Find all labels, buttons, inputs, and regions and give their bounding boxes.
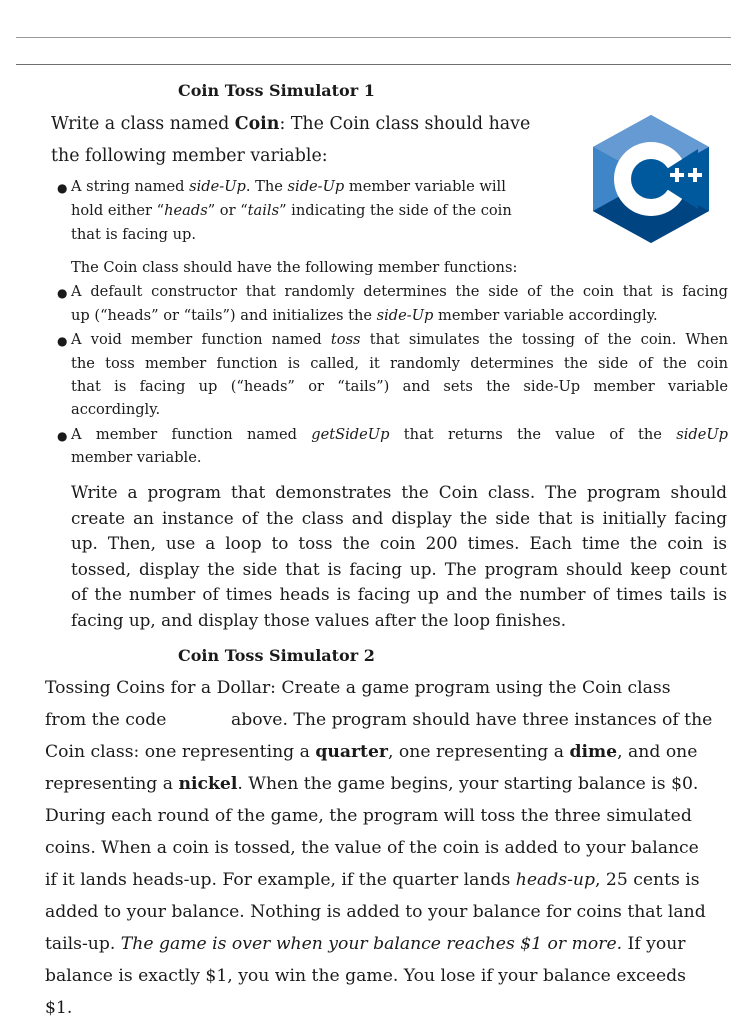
bold-quarter: quarter (315, 742, 388, 762)
func3-line-2: member variable. (71, 449, 202, 466)
game-line-1: Tossing Coins for a Dollar: Create a game program using the Coin class (45, 678, 671, 698)
game-line-11: $1. (45, 998, 73, 1018)
text: , one representing a (387, 742, 570, 762)
text: , and one (617, 742, 698, 762)
game-line-2 (45, 704, 166, 736)
game-line-9 (45, 928, 686, 960)
bullet-dot: ● (57, 429, 68, 443)
intro-line-2: the following member variable: (51, 146, 328, 166)
text: If your (622, 934, 686, 954)
text: ” or “ (207, 202, 248, 219)
text-italic: getSideUp (311, 426, 390, 443)
text: tails-up. (45, 934, 121, 954)
text: A void member function named (71, 331, 331, 348)
text: . When the game begins, your starting balance is $0. (237, 774, 699, 794)
text: . The (245, 178, 288, 195)
program-line-4: tossed, display the side that is facing up. The program should keep count (71, 559, 727, 579)
functions-intro: The Coin class should have the following member functions: (71, 259, 518, 276)
var-bullet-line-1 (71, 175, 506, 199)
func2-line-4: accordingly. (71, 401, 161, 418)
text: member variable accordingly. (433, 307, 658, 324)
game-line-7 (45, 864, 700, 896)
intro-text: Write a class named (51, 114, 235, 134)
text: Coin class: one representing a (45, 742, 316, 762)
text-italic: side-Up (189, 178, 246, 195)
text-italic: heads (164, 202, 208, 219)
game-line-10: balance is exactly $1, you win the game. You lose if your balance exceeds (45, 966, 686, 986)
text-italic: side-Up (287, 178, 345, 195)
func1-line-2 (71, 304, 658, 328)
program-line-5: of the number of times heads is facing up and the number of times tails is (71, 584, 727, 604)
top-rule (16, 37, 731, 38)
game-line-2b: above. The program should have three instances of the (231, 710, 713, 730)
program-line-6: facing up, and display those values after the loop finishes. (71, 610, 567, 630)
func1-line-1: A default constructor that randomly determines the side of the coin that is facing (71, 283, 728, 300)
text: if it lands heads-up. For example, if the quarter lands (45, 870, 516, 890)
text: A member function named (71, 426, 312, 443)
bullet-dot: ● (57, 181, 68, 195)
bold-dime: dime (569, 742, 618, 762)
second-rule (16, 64, 731, 65)
title-coin-toss-2: Coin Toss Simulator 2 (178, 646, 375, 665)
title-coin-toss-1: Coin Toss Simulator 1 (178, 81, 375, 100)
bullet-dot: ● (57, 286, 68, 300)
bold-nickel: nickel (178, 774, 238, 794)
intro-line-1 (51, 108, 530, 140)
text: that simulates the tossing of the coin. When (360, 331, 728, 348)
text-italic: heads-up (515, 870, 595, 890)
text: , 25 cents is (594, 870, 700, 890)
game-line-4 (45, 768, 698, 800)
text-italic: The game is over when your balance reaches $1 or more. (120, 934, 623, 954)
text-italic: toss (330, 331, 361, 348)
text: A string named (71, 178, 190, 195)
var-bullet-line-2 (71, 199, 512, 223)
game-line-5: During each round of the game, the program will toss the three simulated (45, 806, 692, 826)
text-italic: side-Up (376, 307, 434, 324)
func2-line-1 (71, 328, 728, 352)
program-line-1: Write a program that demonstrates the Coin class. The program should (71, 482, 727, 502)
func3-line-1 (71, 423, 728, 447)
text-italic: tails (247, 202, 280, 219)
var-bullet-line-3: that is facing up. (71, 226, 196, 243)
intro-text: : The Coin class should have (279, 114, 531, 134)
text: member variable will (344, 178, 506, 195)
text: from the code (45, 710, 167, 730)
cpp-logo-icon (590, 113, 712, 245)
func2-line-3: that is facing up (“heads” or “tails”) and sets the side-Up member variable (71, 378, 728, 395)
program-line-3: up. Then, use a loop to toss the coin 200 times. Each time the coin is (71, 533, 727, 553)
text: that returns the value of the (389, 426, 677, 443)
text: ” indicating the side of the coin (279, 202, 512, 219)
program-line-2: create an instance of the class and display the side that is initially facing (71, 508, 727, 528)
class-name-coin: Coin (234, 114, 280, 134)
text: representing a (45, 774, 179, 794)
text: hold either “ (71, 202, 165, 219)
func2-line-2: the toss member function is called, it randomly determines the side of the coin (71, 355, 728, 372)
text: up (“heads” or “tails”) and initializes the (71, 307, 377, 324)
bullet-dot: ● (57, 334, 68, 348)
game-line-6: coins. When a coin is tossed, the value of the coin is added to your balance (45, 838, 699, 858)
game-line-3 (45, 736, 697, 768)
text-italic: sideUp (676, 426, 728, 443)
game-line-8: added to your balance. Nothing is added to your balance for coins that land (45, 902, 706, 922)
